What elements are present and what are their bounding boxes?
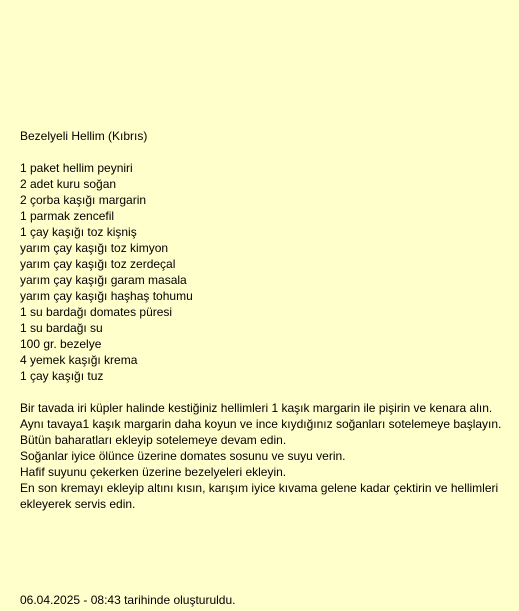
created-timestamp: 06.04.2025 - 08:43 tarihinde oluşturuldu. bbox=[20, 593, 236, 607]
ingredient-item: 1 çay kaşığı toz kişniş bbox=[20, 225, 137, 239]
ingredients-list bbox=[20, 160, 510, 384]
ingredient-item: yarım çay kaşığı toz kimyon bbox=[20, 241, 169, 255]
instruction-step: Hafif suyunu çekerken üzerine bezelyeleri ekleyin. bbox=[20, 465, 287, 479]
ingredient-item: 1 çay kaşığı tuz bbox=[20, 369, 104, 383]
instruction-step: Bir tavada iri küpler halinde kestiğiniz hellimleri 1 kaşık margarin ile pişirin ve kenara alın. bbox=[20, 401, 493, 415]
ingredient-item: 4 yemek kaşığı krema bbox=[20, 353, 138, 367]
ingredient-item: 1 su bardağı su bbox=[20, 321, 103, 335]
instruction-step: Soğanlar iyice ölünce üzerine domates sosunu ve suyu verin. bbox=[20, 449, 346, 463]
ingredient-item: 1 su bardağı domates püresi bbox=[20, 305, 173, 319]
ingredient-item: yarım çay kaşığı toz zerdeçal bbox=[20, 257, 176, 271]
ingredient-item: 2 adet kuru soğan bbox=[20, 177, 117, 191]
instruction-step: Bütün baharatları ekleyip sotelemeye devam edin. bbox=[20, 433, 287, 447]
ingredient-item: 1 parmak zencefil bbox=[20, 209, 115, 223]
recipe-title: Bezelyeli Hellim (Kıbrıs) bbox=[20, 129, 148, 143]
ingredient-item: 100 gr. bezelye bbox=[20, 337, 102, 351]
instruction-step: En son kremayı ekleyip altını kısın, karışım iyice kıvama gelene kadar çektirin ve hellimleri ekleyerek servis edin. bbox=[20, 481, 499, 511]
ingredient-item: 1 paket hellim peyniri bbox=[20, 161, 133, 175]
instructions-section bbox=[20, 400, 510, 512]
ingredient-item: yarım çay kaşığı haşhaş tohumu bbox=[20, 289, 193, 303]
ingredient-item: 2 çorba kaşığı margarin bbox=[20, 193, 147, 207]
ingredient-item: yarım çay kaşığı garam masala bbox=[20, 273, 187, 287]
recipe-document bbox=[20, 128, 510, 512]
instruction-step: Aynı tavaya1 kaşık margarin daha koyun ve ince kıydığınız soğanları sotelemeye başlayın. bbox=[20, 417, 502, 431]
